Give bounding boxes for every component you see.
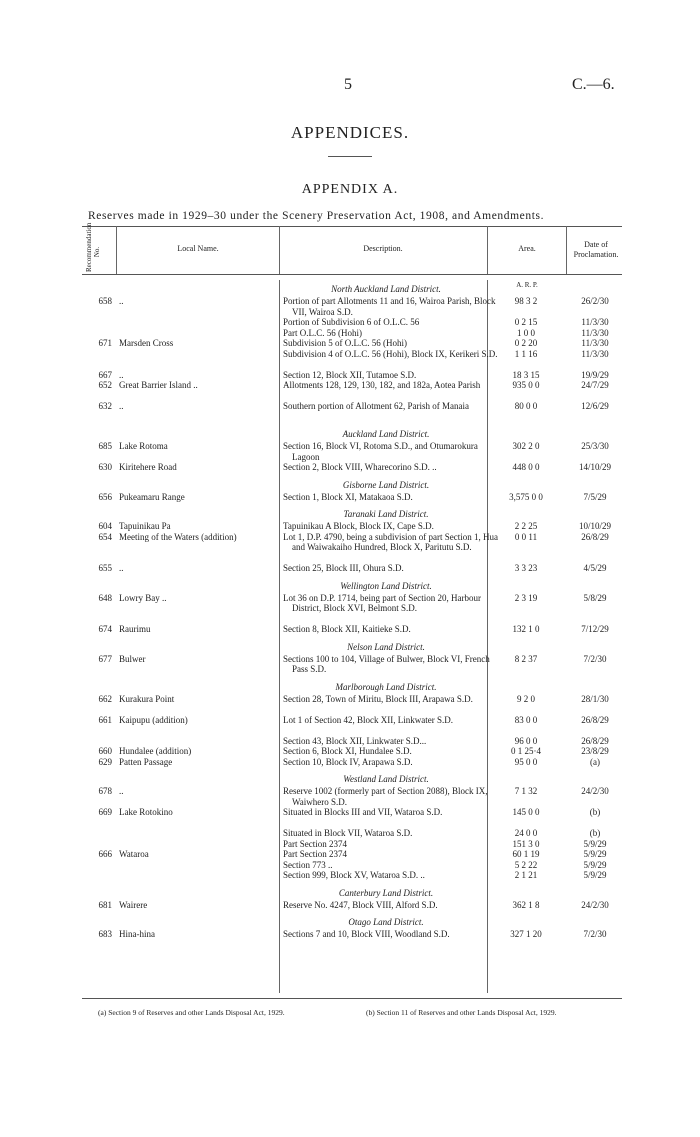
appendix-heading: APPENDIX A. bbox=[301, 182, 399, 197]
table-row bbox=[82, 870, 622, 881]
description: Part O.L.C. 56 (Hohi) bbox=[283, 327, 362, 338]
table-row bbox=[82, 338, 622, 349]
local-name: .. bbox=[119, 369, 124, 380]
area: 302 2 0 bbox=[512, 441, 540, 451]
area: 0 2 15 bbox=[514, 317, 538, 327]
description: Section 999, Block XV, Wataroa S.D. .. bbox=[283, 870, 425, 880]
area: 3 3 23 bbox=[514, 563, 538, 573]
description: Subdivision 4 of O.L.C. 56 (Hohi), Block IX, Kerikeri S.D. bbox=[283, 348, 498, 359]
table-row bbox=[82, 860, 622, 871]
document-reference: C.—6. bbox=[572, 76, 615, 93]
local-name: Kaipupu (addition) bbox=[119, 714, 188, 725]
local-name: .. bbox=[119, 401, 124, 411]
table-row bbox=[82, 624, 622, 635]
district-heading: Auckland Land District. bbox=[342, 429, 430, 439]
proclamation-date: (b) bbox=[589, 828, 601, 838]
description: Sections 100 to 104, Village of Bulwer, Block VI, French Pass S.D. bbox=[283, 653, 490, 674]
proclamation-date: 5/9/29 bbox=[583, 838, 607, 849]
local-name: Wataroa bbox=[119, 849, 149, 859]
column-header-date: Date of Proclamation. bbox=[573, 240, 619, 259]
area: 18 3 15 bbox=[512, 369, 540, 380]
local-name: Tapuinikau Pa bbox=[119, 521, 171, 531]
area: 8 2 37 bbox=[514, 653, 538, 664]
table-row bbox=[82, 380, 622, 401]
description: Lot 36 on D.P. 1714, being part of Section 20, Harbour District, Block XVI, Belmont S.D. bbox=[283, 592, 481, 613]
proclamation-date: 5/9/29 bbox=[583, 849, 607, 859]
reserves-table-body bbox=[82, 283, 622, 956]
local-name: .. bbox=[119, 563, 124, 573]
proclamation-date: 26/8/29 bbox=[581, 531, 609, 542]
table-row bbox=[82, 736, 622, 747]
proclamation-date: 5/9/29 bbox=[583, 870, 607, 880]
description: Allotments 128, 129, 130, 182, and 182a, Aotea Parish bbox=[283, 380, 481, 390]
local-name: .. bbox=[119, 786, 124, 796]
description: Lot 1, D.P. 4790, being a subdivision of part Section 1, Hua and Waiwakaiho Hundred, Block X, Paritutu S.D. bbox=[283, 531, 498, 552]
col-separator bbox=[279, 226, 280, 274]
local-name: Lowry Bay .. bbox=[119, 592, 167, 603]
area: 0 2 20 bbox=[514, 338, 538, 348]
page-number: 5 bbox=[344, 76, 352, 93]
table-row bbox=[82, 786, 622, 807]
section-spacer bbox=[82, 950, 622, 956]
district-heading: Marlborough Land District. bbox=[335, 681, 437, 692]
proclamation-date: (a) bbox=[590, 756, 600, 767]
district-heading: Westland Land District. bbox=[343, 774, 429, 784]
description: Reserve No. 4247, Block VIII, Alford S.D. bbox=[283, 899, 438, 910]
table-row bbox=[82, 593, 622, 625]
rec-number: 661 bbox=[98, 714, 112, 725]
table-row bbox=[82, 849, 622, 860]
description: Southern portion of Allotment 62, Parish of Manaia bbox=[283, 401, 469, 411]
proclamation-date: 24/7/29 bbox=[581, 380, 609, 390]
proclamation-date: 19/9/29 bbox=[581, 369, 609, 380]
area: 132 1 0 bbox=[512, 624, 540, 634]
local-name: Kiritehere Road bbox=[119, 462, 177, 472]
rec-number: 652 bbox=[98, 380, 112, 390]
area: 80 0 0 bbox=[514, 401, 538, 411]
proclamation-date: 7/2/30 bbox=[583, 653, 607, 664]
table-row bbox=[82, 900, 622, 911]
table-row bbox=[82, 757, 622, 768]
local-name: Lake Rotokino bbox=[119, 807, 173, 817]
rec-number: 662 bbox=[98, 693, 112, 704]
proclamation-date: 26/2/30 bbox=[581, 296, 609, 306]
proclamation-date: 25/3/30 bbox=[581, 441, 609, 451]
proclamation-date: 5/8/29 bbox=[583, 592, 607, 603]
rec-number: 629 bbox=[98, 756, 112, 767]
proclamation-date: 11/3/30 bbox=[581, 348, 609, 359]
rec-number: 656 bbox=[98, 491, 112, 502]
district-heading: Otago Land District. bbox=[348, 917, 424, 927]
table-row bbox=[82, 441, 622, 462]
table-row bbox=[82, 828, 622, 839]
rec-number: 658 bbox=[98, 296, 112, 306]
proclamation-date: 23/8/29 bbox=[581, 746, 609, 756]
table-row bbox=[82, 296, 622, 317]
local-name: Hina-hina bbox=[119, 929, 155, 939]
local-name: Marsden Cross bbox=[119, 338, 174, 348]
area: 0 1 25·4 bbox=[511, 746, 541, 756]
footnote-a: (a) Section 9 of Reserves and other Lands Disposal Act, 1929. bbox=[98, 1008, 285, 1017]
rec-number: 677 bbox=[98, 653, 112, 664]
table-row bbox=[82, 349, 622, 370]
description: Section 8, Block XII, Kaitieke S.D. bbox=[283, 624, 411, 634]
area: 2 1 21 bbox=[514, 870, 538, 880]
description: Part Section 2374 bbox=[283, 849, 347, 859]
area: 5 2 22 bbox=[514, 859, 538, 870]
table-row bbox=[82, 694, 622, 715]
table-row bbox=[82, 401, 622, 422]
proclamation-date: 24/2/30 bbox=[581, 786, 609, 796]
table-bottom-rule bbox=[82, 998, 622, 999]
area: 362 1 8 bbox=[512, 899, 540, 910]
local-name: Wairere bbox=[119, 899, 148, 910]
area: 327 1 20 bbox=[510, 929, 542, 939]
table-row bbox=[82, 328, 622, 339]
rec-number: 630 bbox=[98, 462, 112, 472]
rec-number: 655 bbox=[98, 563, 112, 573]
proclamation-date: 28/1/30 bbox=[581, 693, 609, 704]
description: Portion of Subdivision 6 of O.L.C. 56 bbox=[283, 317, 420, 327]
table-row bbox=[82, 492, 622, 503]
area: 151 3 0 bbox=[512, 838, 540, 849]
proclamation-date: 26/8/29 bbox=[581, 714, 609, 725]
district-heading: Nelson Land District. bbox=[347, 641, 425, 652]
district-heading: Gisborne Land District. bbox=[342, 479, 430, 490]
rec-number: 685 bbox=[98, 441, 112, 451]
area-units: A. R. P. bbox=[516, 281, 538, 289]
proclamation-date: 5/9/29 bbox=[583, 859, 607, 870]
rec-number: 632 bbox=[98, 401, 112, 411]
rec-number: 678 bbox=[98, 786, 112, 796]
area: 1 1 16 bbox=[514, 348, 538, 359]
description: Reserve 1002 (formerly part of Section 2088), Block IX, Waiwhero S.D. bbox=[283, 786, 488, 807]
rec-number: 683 bbox=[98, 929, 112, 939]
col-separator bbox=[116, 226, 117, 274]
description: Section 12, Block XII, Tutamoe S.D. bbox=[283, 369, 417, 380]
description: Lot 1 of Section 42, Block XII, Linkwater S.D. bbox=[283, 714, 453, 725]
rec-number: 648 bbox=[98, 592, 112, 603]
proclamation-date: (b) bbox=[589, 807, 601, 817]
area: 7 1 32 bbox=[514, 786, 538, 796]
district-heading: Wellington Land District. bbox=[340, 580, 432, 591]
description: Section 773 .. bbox=[283, 859, 333, 870]
rec-number: 654 bbox=[98, 531, 112, 542]
table-row bbox=[82, 532, 622, 564]
rec-number: 667 bbox=[98, 369, 112, 380]
page-title: APPENDICES. bbox=[290, 123, 410, 142]
local-name: Patten Passage bbox=[119, 756, 173, 767]
area: 60 1 19 bbox=[512, 849, 540, 859]
district-heading: Taranaki Land District. bbox=[343, 509, 429, 519]
local-name: Lake Rotoma bbox=[119, 441, 168, 451]
table-row bbox=[82, 317, 622, 328]
proclamation-date: 11/3/30 bbox=[581, 327, 609, 338]
area: 98 3 2 bbox=[514, 296, 538, 306]
description: Section 10, Block IV, Arapawa S.D. bbox=[283, 756, 413, 767]
rec-number: 660 bbox=[98, 746, 112, 756]
area: 935 0 0 bbox=[512, 380, 540, 390]
description: Section 28, Town of Miritu, Block III, Arapawa S.D. bbox=[283, 693, 473, 704]
column-header-rec-no: Recommendation No. bbox=[85, 222, 101, 272]
proclamation-date: 7/5/29 bbox=[583, 491, 607, 502]
rec-number: 681 bbox=[98, 899, 112, 910]
table-row bbox=[82, 370, 622, 381]
table-row bbox=[82, 929, 622, 950]
area: 95 0 0 bbox=[514, 756, 538, 767]
description: Section 2, Block VIII, Wharecorino S.D. .. bbox=[283, 462, 437, 472]
table-row bbox=[82, 654, 622, 675]
table-row bbox=[82, 462, 622, 473]
description: Section 1, Block XI, Matakaoa S.D. bbox=[283, 491, 413, 502]
column-header-description: Description. bbox=[363, 244, 403, 253]
proclamation-date: 11/3/30 bbox=[581, 317, 609, 327]
proclamation-date: 10/10/29 bbox=[578, 521, 611, 531]
rec-number: 674 bbox=[98, 624, 112, 634]
area: 96 0 0 bbox=[514, 735, 538, 746]
table-top-rule bbox=[82, 226, 622, 227]
local-name: Great Barrier Island .. bbox=[119, 380, 198, 390]
description: Section 43, Block XII, Linkwater S.D... bbox=[283, 735, 427, 746]
column-header-local-name: Local Name. bbox=[177, 244, 219, 253]
description: Sections 7 and 10, Block VIII, Woodland S.D. bbox=[283, 929, 450, 939]
proclamation-date: 4/5/29 bbox=[583, 563, 607, 573]
area: 83 0 0 bbox=[514, 714, 538, 725]
table-row bbox=[82, 563, 622, 574]
district-heading: North Auckland Land District. bbox=[331, 284, 441, 294]
area: 145 0 0 bbox=[512, 807, 540, 817]
area: 0 0 11 bbox=[514, 531, 538, 542]
description: Part Section 2374 bbox=[283, 838, 347, 849]
area: 24 0 0 bbox=[514, 828, 538, 838]
local-name: Pukeamaru Range bbox=[119, 491, 185, 502]
proclamation-date: 26/8/29 bbox=[581, 735, 609, 746]
description: Section 6, Block XI, Hundalee S.D. bbox=[283, 746, 412, 756]
table-row bbox=[82, 746, 622, 757]
local-name: Kurakura Point bbox=[119, 693, 175, 704]
table-row bbox=[82, 715, 622, 736]
description: Section 16, Block VI, Rotoma S.D., and Otumarokura Lagoon bbox=[283, 441, 478, 462]
area: 1 0 0 bbox=[517, 327, 535, 338]
rec-number: 669 bbox=[98, 807, 112, 817]
column-header-area: Area. bbox=[518, 244, 536, 253]
table-caption: Reserves made in 1929–30 under the Scenery Preservation Act, 1908, and Amendments. bbox=[88, 210, 545, 222]
description: Section 25, Block III, Ohura S.D. bbox=[283, 563, 404, 573]
area: 2 2 25 bbox=[514, 521, 538, 531]
title-divider bbox=[328, 156, 372, 157]
description: Tapuinikau A Block, Block IX, Cape S.D. bbox=[283, 521, 434, 531]
local-name: Hundalee (addition) bbox=[119, 746, 192, 756]
rec-number: 604 bbox=[98, 521, 112, 531]
local-name: Meeting of the Waters (addition) bbox=[119, 531, 237, 542]
table-row bbox=[82, 521, 622, 532]
description: Subdivision 5 of O.L.C. 56 (Hohi) bbox=[283, 338, 408, 348]
col-separator bbox=[487, 226, 488, 274]
description: Situated in Blocks III and VII, Wataroa S.D. bbox=[283, 807, 443, 817]
col-separator bbox=[566, 226, 567, 274]
proclamation-date: 24/2/30 bbox=[581, 899, 609, 910]
rec-number: 671 bbox=[98, 338, 112, 348]
table-row bbox=[82, 807, 622, 828]
table-row bbox=[82, 839, 622, 850]
footnote-b: (b) Section 11 of Reserves and other Lands Disposal Act, 1929. bbox=[366, 1008, 557, 1017]
proclamation-date: 7/12/29 bbox=[581, 624, 609, 634]
description: Portion of part Allotments 11 and 16, Wairoa Parish, Block VII, Wairoa S.D. bbox=[283, 296, 496, 317]
proclamation-date: 14/10/29 bbox=[578, 462, 611, 472]
district-heading: Canterbury Land District. bbox=[338, 887, 434, 898]
area: 2 3 19 bbox=[514, 592, 538, 603]
proclamation-date: 11/3/30 bbox=[581, 338, 609, 348]
area: 448 0 0 bbox=[512, 462, 540, 472]
local-name: Raurimu bbox=[119, 624, 151, 634]
local-name: Bulwer bbox=[119, 653, 146, 664]
description: Situated in Block VII, Wataroa S.D. bbox=[283, 828, 413, 838]
rec-number: 666 bbox=[98, 849, 112, 859]
proclamation-date: 12/6/29 bbox=[581, 401, 609, 411]
proclamation-date: 7/2/30 bbox=[583, 929, 607, 939]
area: 9 2 0 bbox=[517, 693, 535, 704]
table-header-rule bbox=[82, 274, 622, 275]
local-name: .. bbox=[119, 296, 124, 306]
area: 3,575 0 0 bbox=[509, 491, 543, 502]
